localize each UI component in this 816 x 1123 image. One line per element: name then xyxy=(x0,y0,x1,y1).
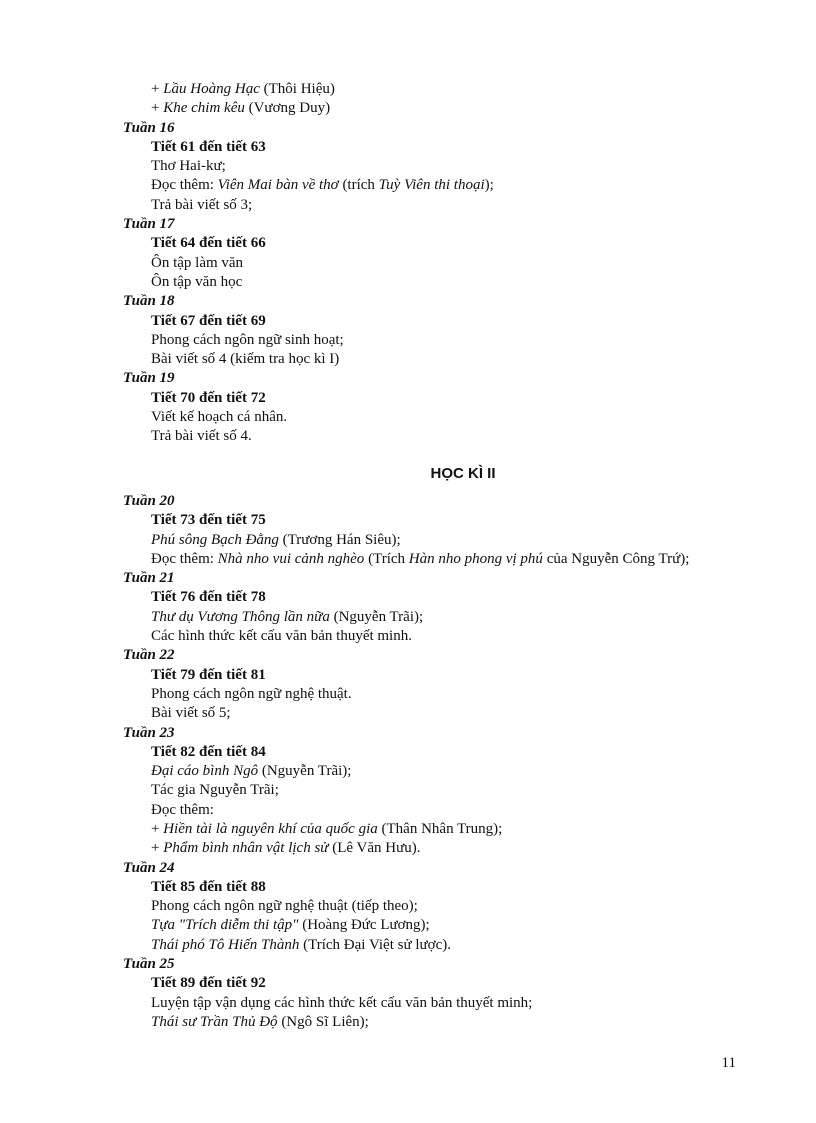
lesson-range: Tiết 67 đến tiết 69 xyxy=(151,312,266,329)
line-text: Các hình thức kết cấu văn bản thuyết minh. xyxy=(151,628,412,645)
week-heading: Tuần 18 xyxy=(123,293,175,310)
week-heading: Tuần 23 xyxy=(123,724,175,741)
line-text: + xyxy=(151,100,164,117)
week-heading: Tuần 22 xyxy=(123,647,175,664)
work-title: Thái phó Tô Hiến Thành xyxy=(151,936,300,953)
content-line xyxy=(123,916,783,935)
work-title: Thư dụ Vương Thông lần nữa xyxy=(151,608,330,625)
content-line xyxy=(123,627,783,646)
content-line xyxy=(123,608,783,627)
syllabus-content xyxy=(123,80,783,1032)
line-text: Thơ Hai-kư; xyxy=(151,158,226,175)
content-line xyxy=(123,801,783,820)
lesson-range: Tiết 89 đến tiết 92 xyxy=(151,975,266,992)
content-line xyxy=(123,1013,783,1032)
line-text: Đọc thêm: xyxy=(151,550,218,567)
line-text: (Hoàng Đức Lương); xyxy=(298,917,430,934)
week-heading: Tuần 25 xyxy=(123,956,175,973)
line-text: + xyxy=(151,820,164,837)
line-text: Ôn tập văn học xyxy=(151,273,243,290)
work-title: Viên Mai bàn về thơ xyxy=(217,177,339,194)
content-line xyxy=(123,685,783,704)
week-heading: Tuần 17 xyxy=(123,216,175,233)
content-line xyxy=(123,704,783,723)
work-title: Đại cáo bình Ngô xyxy=(151,763,259,780)
lesson-range: Tiết 70 đến tiết 72 xyxy=(151,389,266,406)
work-title: Hiền tài là nguyên khí của quốc gia xyxy=(163,820,378,837)
content-line xyxy=(123,897,783,916)
page-number: 11 xyxy=(721,1055,736,1071)
line-text: Phong cách ngôn ngữ sinh hoạt; xyxy=(151,331,344,348)
line-text: (Nguyễn Trãi); xyxy=(329,608,424,625)
line-text: Phong cách ngôn ngữ nghệ thuật. xyxy=(151,685,352,702)
lesson-range: Tiết 82 đến tiết 84 xyxy=(151,743,266,760)
line-text: Trả bài viết số 4. xyxy=(151,428,252,445)
content-line xyxy=(123,820,783,839)
week-heading: Tuần 21 xyxy=(123,570,175,587)
work-title: Phú sông Bạch Đằng xyxy=(151,531,279,548)
work-title: Thái sư Trần Thủ Độ xyxy=(151,1013,278,1030)
week-heading: Tuần 16 xyxy=(123,119,175,136)
semester-heading: HỌC KÌ II xyxy=(430,464,496,482)
line-text: + xyxy=(151,840,164,857)
content-line xyxy=(123,762,783,781)
week-heading: Tuần 24 xyxy=(123,859,175,876)
work-title: Hàn nho phong vị phú xyxy=(408,550,543,567)
content-line xyxy=(123,994,783,1013)
content-line xyxy=(123,427,783,446)
lesson-range: Tiết 64 đến tiết 66 xyxy=(151,235,266,252)
lesson-range: Tiết 76 đến tiết 78 xyxy=(151,589,266,606)
line-text: Bài viết số 4 (kiểm tra học kì I) xyxy=(151,351,340,368)
line-text: (Trương Hán Siêu); xyxy=(278,531,401,548)
content-line xyxy=(123,531,783,550)
lesson-range: Tiết 73 đến tiết 75 xyxy=(151,512,266,529)
content-line xyxy=(123,936,783,955)
line-text: Trả bài viết số 3; xyxy=(151,196,253,213)
content-line xyxy=(123,196,783,215)
line-text: Phong cách ngôn ngữ nghệ thuật (tiếp theo); xyxy=(151,898,418,915)
content-line xyxy=(123,99,783,118)
line-text: (Thôi Hiệu) xyxy=(259,81,335,97)
line-text: Luyện tập vận dụng các hình thức kết cấu văn bản thuyết minh; xyxy=(151,994,533,1011)
line-text: (Trích xyxy=(364,550,409,567)
line-text: Đọc thêm: xyxy=(151,177,218,194)
line-text: Bài viết số 5; xyxy=(151,705,231,722)
content-line xyxy=(123,350,783,369)
work-title: Tuỳ Viên thi thoại xyxy=(378,177,485,194)
work-title: Phẩm bình nhân vật lịch sử xyxy=(163,840,329,857)
work-title: Khe chim kêu xyxy=(163,100,245,117)
line-text: Ôn tập làm văn xyxy=(151,254,244,271)
line-text: (Ngô Sĩ Liên); xyxy=(277,1013,369,1030)
line-text: (Trích Đại Việt sử lược). xyxy=(299,936,451,953)
line-text: (Nguyễn Trãi); xyxy=(258,763,352,780)
line-text: Tác gia Nguyễn Trãi; xyxy=(151,782,279,799)
content-line xyxy=(123,331,783,350)
week-heading: Tuần 19 xyxy=(123,370,175,387)
line-text: (Vương Duy) xyxy=(244,100,331,117)
lesson-range: Tiết 61 đến tiết 63 xyxy=(151,138,266,155)
week-heading: Tuần 20 xyxy=(123,492,175,509)
work-title: Lầu Hoàng Hạc xyxy=(163,81,260,97)
content-line xyxy=(123,273,783,292)
work-title: Nhà nho vui cảnh nghèo xyxy=(217,550,365,567)
line-text: Viết kế hoạch cá nhân. xyxy=(151,409,288,426)
line-text: (Thân Nhân Trung); xyxy=(377,820,503,837)
line-text: của Nguyễn Công Trứ); xyxy=(542,550,690,567)
content-line xyxy=(123,254,783,273)
content-line xyxy=(123,781,783,800)
work-title: Tựa "Trích diễm thi tập" xyxy=(151,917,299,934)
content-line xyxy=(123,80,783,99)
line-text: Đọc thêm: xyxy=(151,801,214,818)
line-text: ); xyxy=(484,177,494,194)
content-line xyxy=(123,176,783,195)
content-line xyxy=(123,839,783,858)
lesson-range: Tiết 85 đến tiết 88 xyxy=(151,878,266,895)
line-text: (trích xyxy=(338,177,379,194)
line-text: (Lê Văn Hưu). xyxy=(328,840,421,857)
line-text: + xyxy=(151,81,164,97)
content-line xyxy=(123,550,783,569)
content-line xyxy=(123,408,783,427)
content-line xyxy=(123,157,783,176)
lesson-range: Tiết 79 đến tiết 81 xyxy=(151,666,266,683)
